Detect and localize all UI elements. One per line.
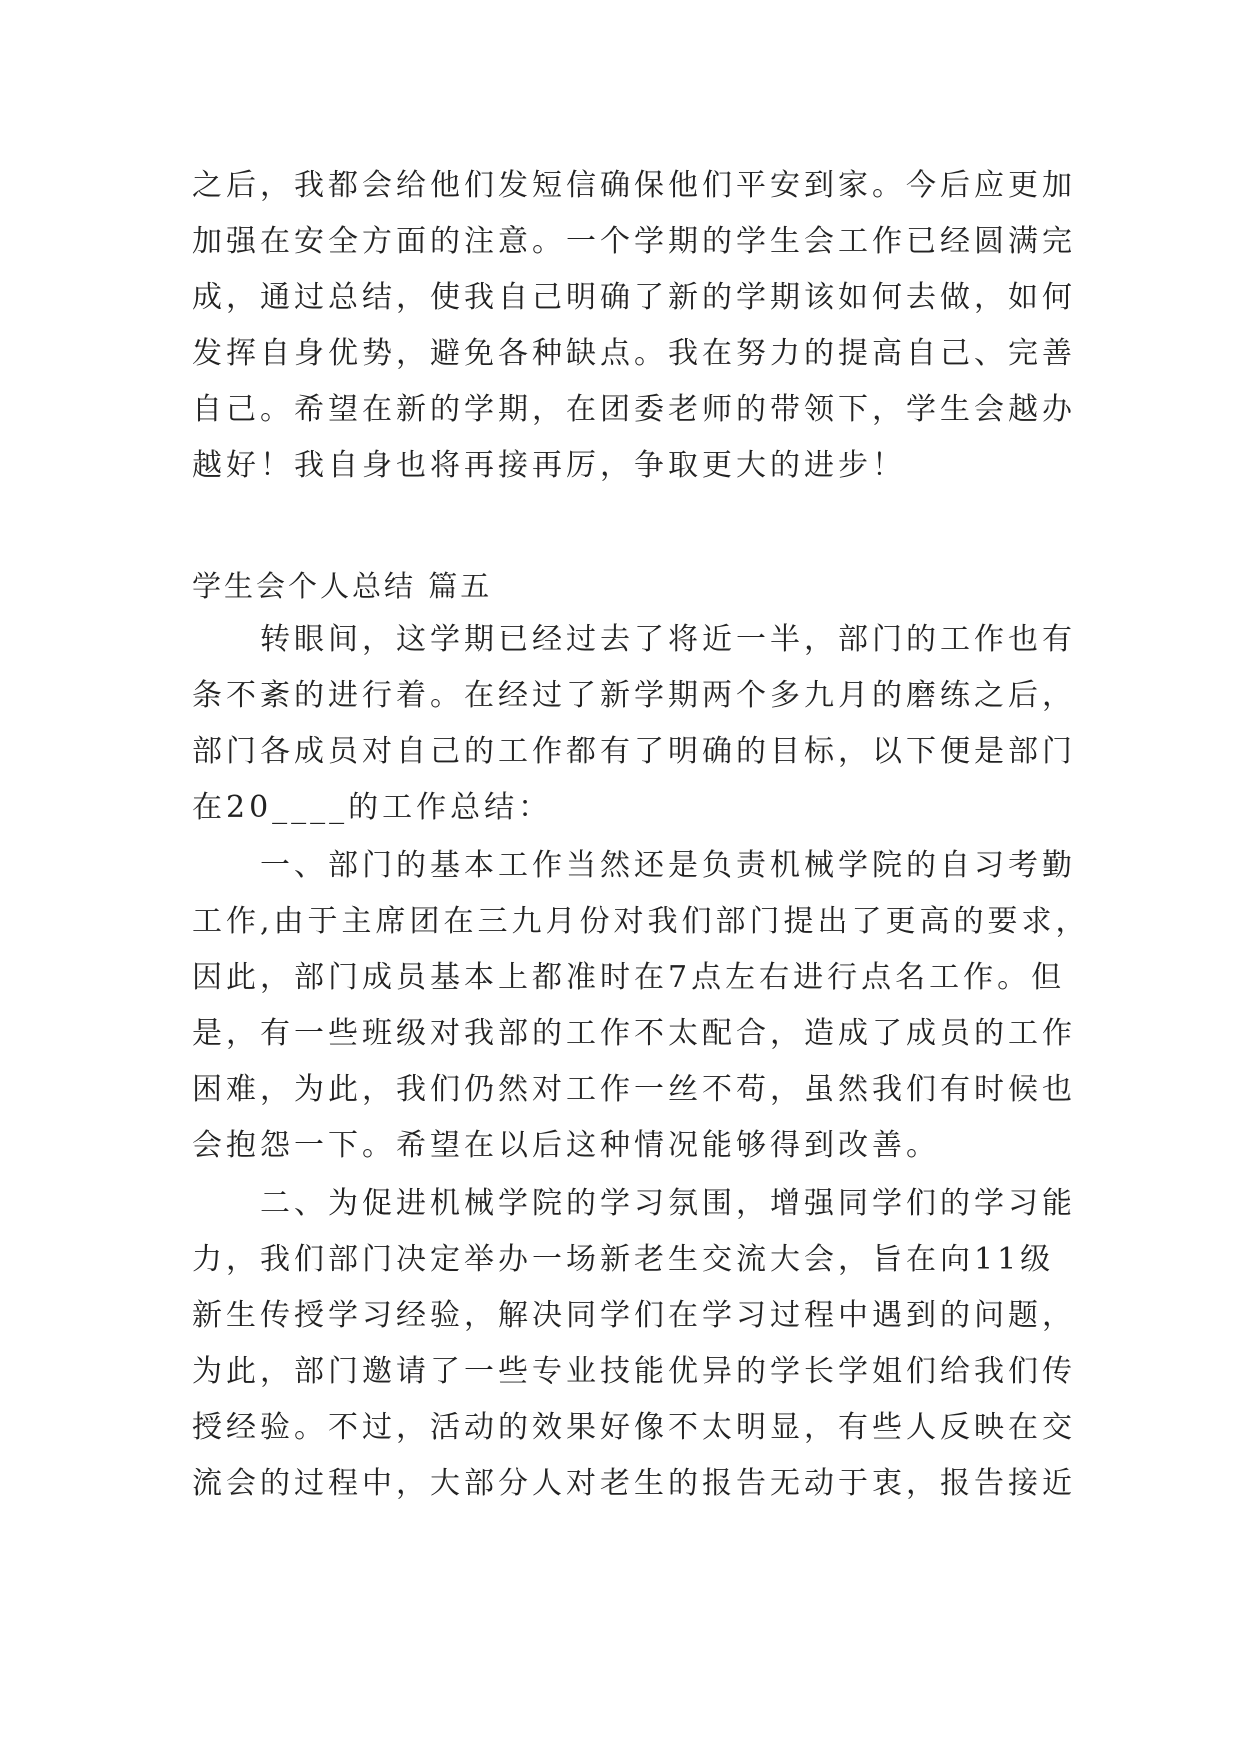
text-line: 之后，我都会给他们发短信确保他们平安到家。今后应更加	[192, 168, 1076, 203]
text-line: 成，通过总结，使我自己明确了新的学期该如何去做，如何	[192, 280, 1076, 315]
section-title: 学生会个人总结 篇五	[192, 569, 493, 603]
text-line: 自己。希望在新的学期，在团委老师的带领下，学生会越办	[192, 392, 1076, 427]
text-line: 困难，为此，我们仍然对工作一丝不苟，虽然我们有时候也	[192, 1072, 1076, 1107]
text-line: 在20____的工作总结：	[192, 790, 553, 825]
text-line: 为此，部门邀请了一些专业技能优异的学长学姐们给我们传	[192, 1354, 1076, 1389]
text-line: 流会的过程中，大部分人对老生的报告无动于衷，报告接近	[192, 1466, 1076, 1501]
text-line: 转眼间，这学期已经过去了将近一半，部门的工作也有	[192, 622, 1076, 657]
text-line: 授经验。不过，活动的效果好像不太明显，有些人反映在交	[192, 1410, 1076, 1445]
text-line: 加强在安全方面的注意。一个学期的学生会工作已经圆满完	[192, 224, 1076, 259]
text-line: 力，我们部门决定举办一场新老生交流大会，旨在向11级	[192, 1242, 1055, 1277]
text-line: 条不紊的进行着。在经过了新学期两个多九月的磨练之后，	[192, 678, 1076, 713]
text-line: 发挥自身优势，避免各种缺点。我在努力的提高自己、完善	[192, 336, 1076, 371]
text-line: 越好！我自身也将再接再厉，争取更大的进步！	[192, 448, 906, 483]
text-line: 是，有一些班级对我部的工作不太配合，造成了成员的工作	[192, 1016, 1076, 1051]
text-line: 二、为促进机械学院的学习氛围，增强同学们的学习能	[192, 1186, 1076, 1221]
text-line: 一、部门的基本工作当然还是负责机械学院的自习考勤	[192, 848, 1076, 883]
text-line: 部门各成员对自己的工作都有了明确的目标，以下便是部门	[192, 734, 1076, 769]
text-line: 新生传授学习经验，解决同学们在学习过程中遇到的问题，	[192, 1298, 1076, 1333]
text-line: 工作,由于主席团在三九月份对我们部门提出了更高的要求，	[192, 904, 1090, 939]
text-line: 因此，部门成员基本上都准时在7点左右进行点名工作。但	[192, 960, 1066, 995]
text-line: 会抱怨一下。希望在以后这种情况能够得到改善。	[192, 1128, 940, 1163]
